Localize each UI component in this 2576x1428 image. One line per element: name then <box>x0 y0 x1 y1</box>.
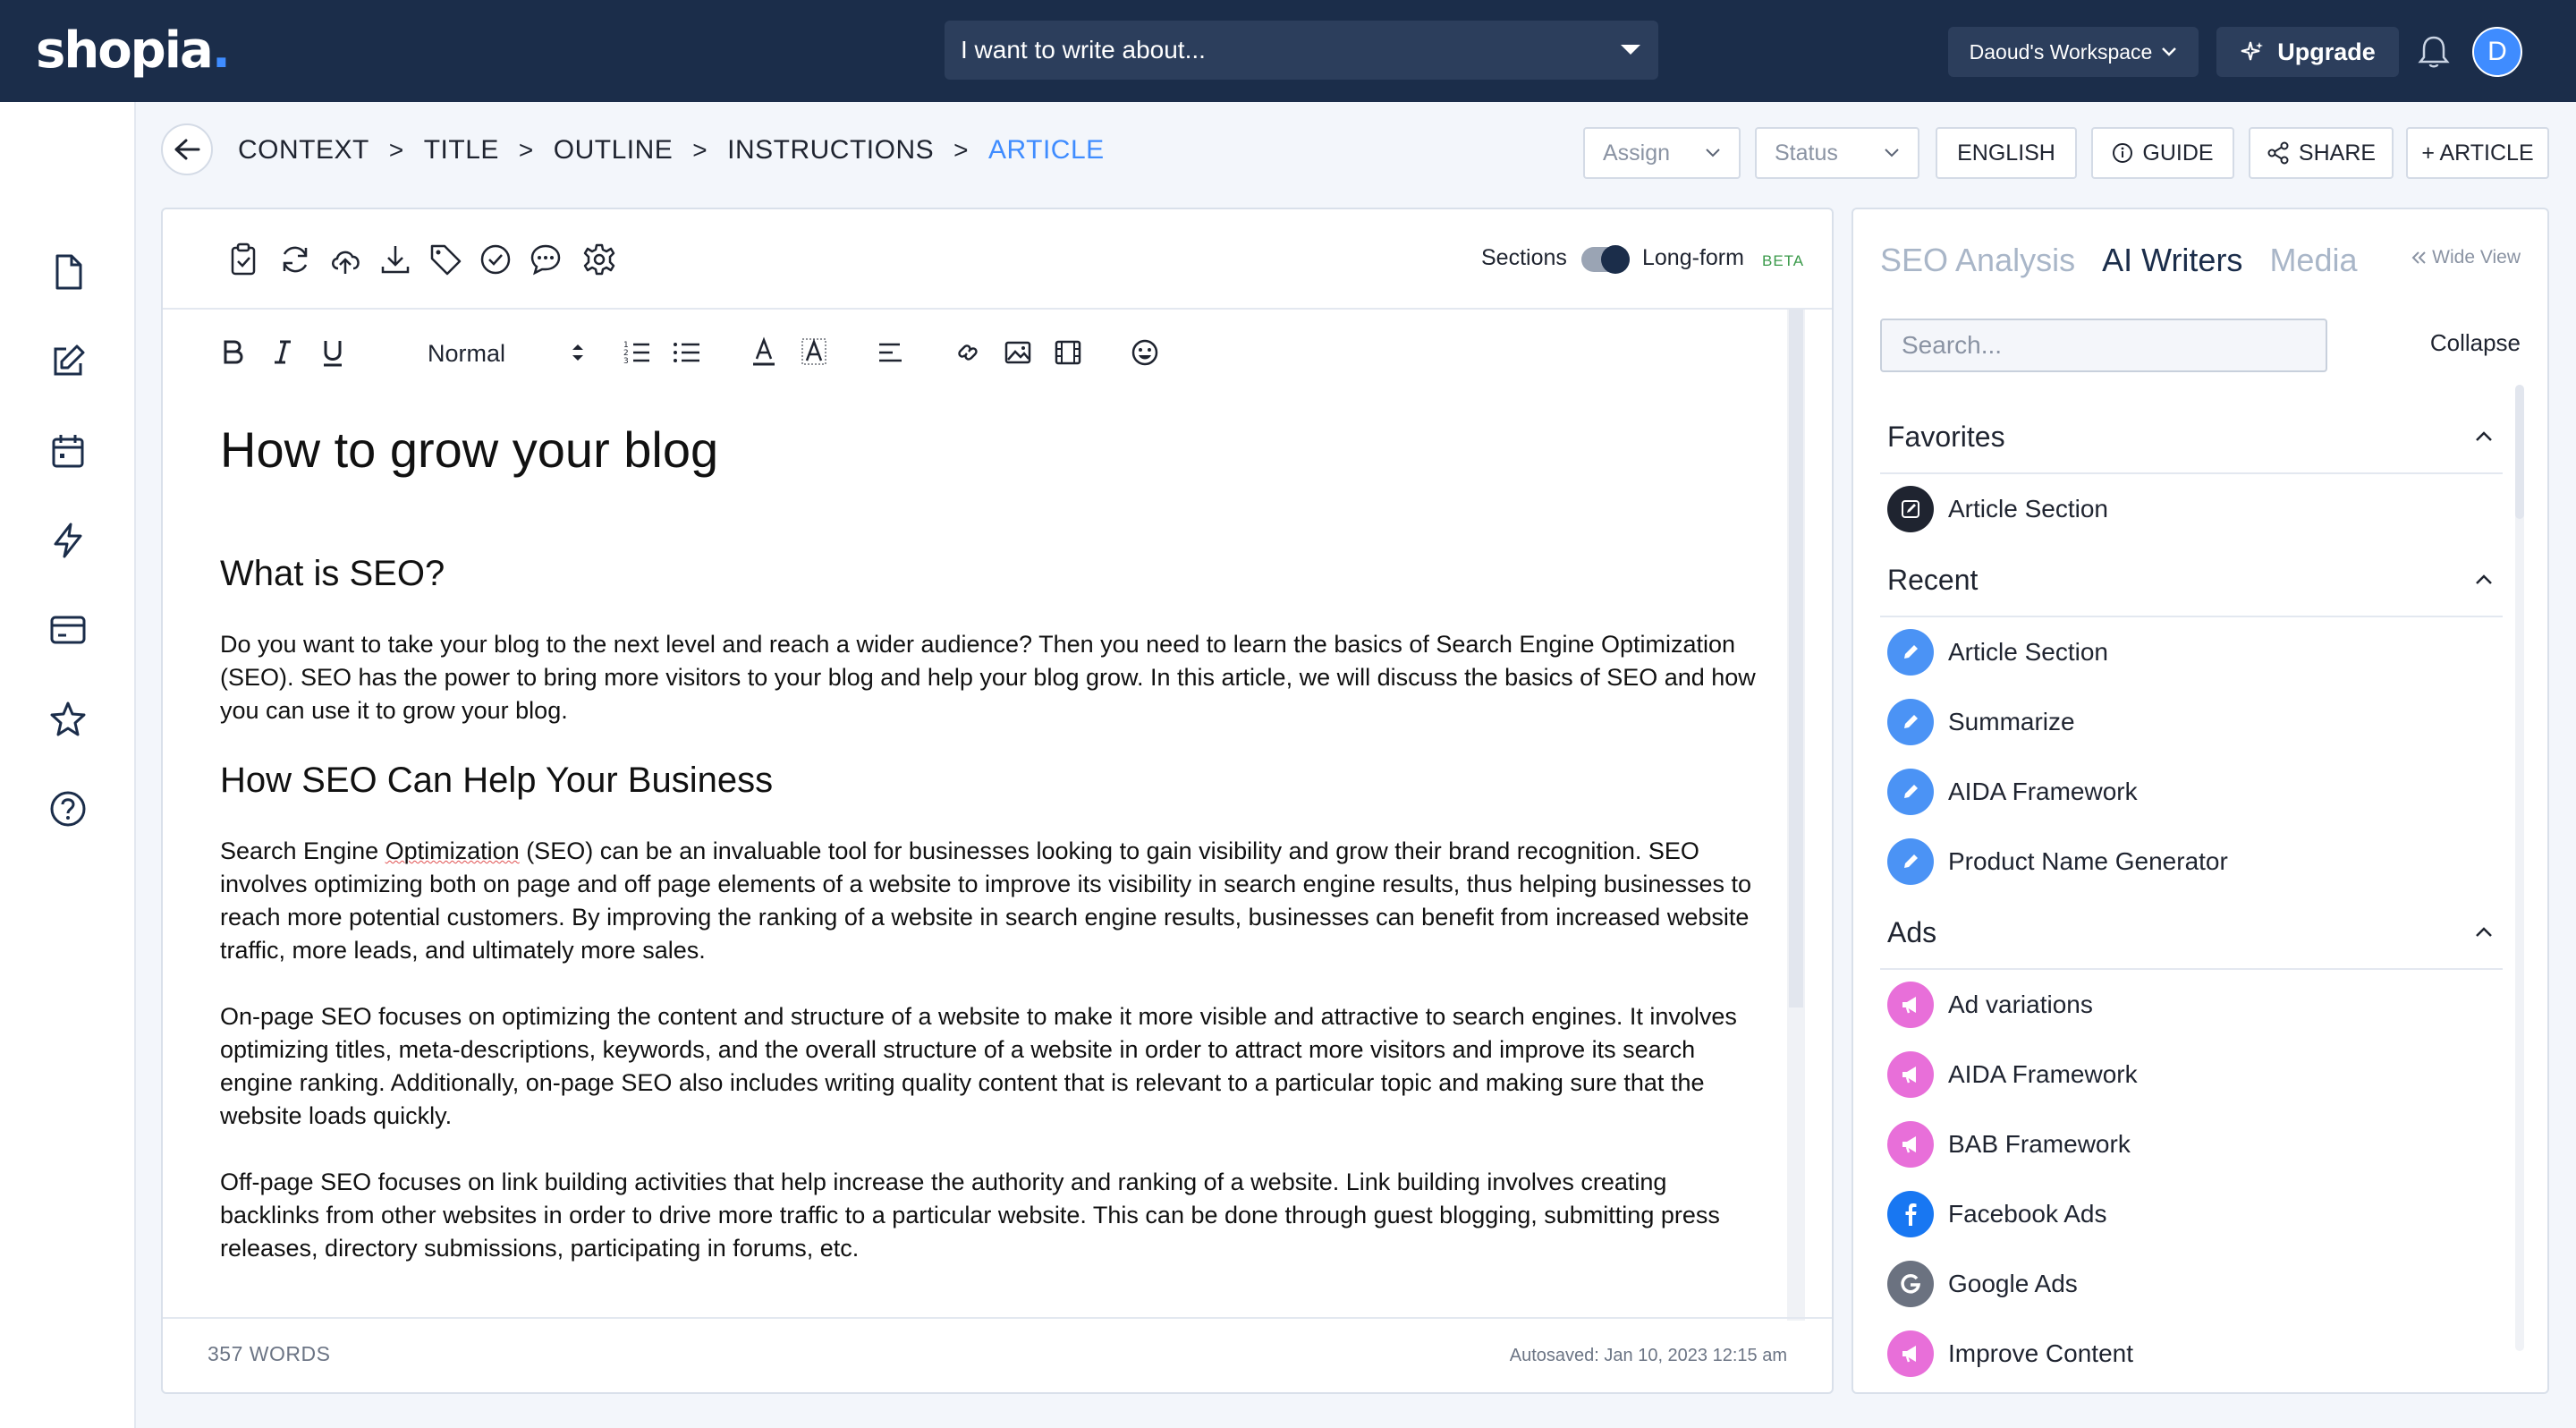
chevron-down-icon <box>2161 47 2177 57</box>
ordered-list-icon[interactable] <box>621 335 653 370</box>
guide-label: GUIDE <box>2142 140 2214 166</box>
workspace-name: Daoud's Workspace <box>1969 39 2153 64</box>
highlight-color-icon[interactable] <box>798 335 830 370</box>
refresh-icon[interactable] <box>277 242 313 277</box>
tab-ai-writers[interactable]: AI Writers <box>2102 242 2243 278</box>
pencil-icon <box>1887 486 1934 532</box>
align-left-icon[interactable] <box>875 335 907 370</box>
writer-item-label: Improve Content <box>1948 1339 2133 1367</box>
document-content[interactable] <box>220 421 1758 1315</box>
section-heading[interactable]: How SEO Can Help Your Business <box>220 761 774 800</box>
status-label: Status <box>1775 140 1838 166</box>
pencil-icon <box>1887 699 1934 745</box>
bullet-list-icon[interactable] <box>671 335 703 370</box>
avatar[interactable]: D <box>2472 27 2522 77</box>
pencil-icon <box>1887 769 1934 815</box>
arrow-left-icon <box>174 138 200 161</box>
chevron-up-icon <box>2474 430 2494 443</box>
edit-icon[interactable] <box>48 342 88 381</box>
beta-badge: BETA <box>1762 252 1805 269</box>
chevron-up-icon <box>2474 574 2494 586</box>
word-count: 357 WORDS <box>208 1342 331 1365</box>
language-label: ENGLISH <box>1957 140 2055 166</box>
logo[interactable]: shopia. <box>36 21 230 80</box>
notifications-bell-icon[interactable] <box>2417 34 2451 70</box>
wide-view-button[interactable] <box>2411 247 2521 268</box>
writer-item-label: AIDA Framework <box>1948 778 2138 805</box>
comment-icon[interactable] <box>528 242 564 277</box>
writer-item-summarize[interactable] <box>1880 687 2503 757</box>
check-circle-icon[interactable] <box>478 242 513 277</box>
writer-item-label: AIDA Framework <box>1948 1060 2138 1088</box>
writer-item-label: Facebook Ads <box>1948 1200 2107 1228</box>
writer-item-label: Article Section <box>1948 638 2108 666</box>
sparkle-icon <box>2240 39 2265 64</box>
svg-text:1: 1 <box>623 341 629 350</box>
facebook-icon <box>1887 1191 1934 1237</box>
writers-list <box>1880 401 2503 1385</box>
sections-toggle[interactable] <box>1581 247 1630 272</box>
calendar-icon[interactable] <box>48 431 88 471</box>
download-icon[interactable] <box>377 242 413 277</box>
autosave-status: Autosaved: Jan 10, 2023 12:15 am <box>1509 1346 1787 1365</box>
clipboard-icon[interactable] <box>225 242 261 277</box>
group-title: Recent <box>1887 563 1979 596</box>
misspelled-word[interactable]: Optimization <box>385 837 520 864</box>
breadcrumb-separator: > <box>953 136 969 164</box>
bold-icon[interactable] <box>216 335 249 370</box>
back-button[interactable] <box>161 123 213 175</box>
writer-item-aida-framework[interactable] <box>1880 757 2503 827</box>
upgrade-button[interactable] <box>2216 27 2399 77</box>
upload-cloud-icon[interactable] <box>327 242 363 277</box>
writer-item-improve-content[interactable] <box>1880 1319 2503 1385</box>
group-header-ads[interactable] <box>1880 897 2503 970</box>
writer-item-label: Product Name Generator <box>1948 847 2228 875</box>
editor-action-toolbar <box>163 209 1832 310</box>
writer-item-aida-framework-ads[interactable] <box>1880 1040 2503 1109</box>
settings-gear-icon[interactable] <box>581 242 617 277</box>
format-toolbar <box>163 310 1782 399</box>
help-icon[interactable] <box>48 789 88 829</box>
workspace-switcher[interactable] <box>1948 27 2199 77</box>
language-button[interactable] <box>1936 127 2077 179</box>
upgrade-label: Upgrade <box>2277 38 2376 65</box>
writer-item-article-section[interactable] <box>1880 617 2503 687</box>
tag-icon[interactable] <box>428 242 463 277</box>
card-icon[interactable] <box>48 610 88 650</box>
paragraph[interactable]: Off-page SEO focuses on link building activities that help increase the authority and ranking of a website. Link building involves creating backlinks from other websites in order to drive more traffic to a particular website. This can be done through guest blogging, submitting press releases, directory submissions, participating in forums, etc. <box>220 1169 1720 1262</box>
google-icon <box>1887 1261 1934 1307</box>
document-title[interactable]: How to grow your blog <box>220 421 719 478</box>
svg-text:3: 3 <box>623 357 629 366</box>
longform-label: Long-form <box>1642 245 1744 270</box>
paragraph[interactable]: Search Engine Optimization (SEO) can be an invaluable tool for businesses looking to gain visibility and grow their brand recognition. SEO involves optimizing both on page and off page elements of a website to improve its visibility in search engine results, thus helping businesses to reach more potential customers. By improving the ranking of a website in search engine results, businesses can benefit from increased website traffic, more leads, and ultimately more sales. <box>220 837 1751 964</box>
tab-media[interactable]: Media <box>2269 242 2358 278</box>
panel-scrollbar[interactable] <box>2515 385 2524 1351</box>
tab-seo-analysis[interactable]: SEO Analysis <box>1880 242 2076 278</box>
svg-text:2: 2 <box>623 349 629 358</box>
image-icon[interactable] <box>1002 335 1034 370</box>
breadcrumb-outline[interactable]: OUTLINE <box>553 135 674 165</box>
chevron-down-icon <box>1705 148 1721 158</box>
breadcrumb-separator: > <box>692 136 708 164</box>
megaphone-icon <box>1887 982 1934 1028</box>
breadcrumb <box>238 131 1105 170</box>
breadcrumb-title[interactable]: TITLE <box>423 135 499 165</box>
new-article-label: + ARTICLE <box>2421 140 2534 166</box>
writer-item-label: Article Section <box>1948 495 2108 523</box>
writer-item-facebook-ads[interactable] <box>1880 1179 2503 1249</box>
pencil-icon <box>1887 629 1934 676</box>
megaphone-icon <box>1887 1051 1934 1098</box>
double-chevron-left-icon <box>2411 251 2427 265</box>
writer-item-article-section[interactable] <box>1880 474 2503 544</box>
status-select[interactable] <box>1755 127 1919 179</box>
share-button[interactable] <box>2249 127 2394 179</box>
guide-button[interactable] <box>2091 127 2234 179</box>
share-label: SHARE <box>2298 140 2377 166</box>
left-rail <box>0 102 136 1428</box>
topic-select-label: I want to write about... <box>961 36 1206 64</box>
breadcrumb-separator: > <box>518 136 534 164</box>
assign-select[interactable] <box>1583 127 1741 179</box>
sections-label: Sections <box>1481 245 1567 270</box>
info-icon <box>2112 142 2133 164</box>
share-icon <box>2267 141 2290 165</box>
paragraph[interactable]: Do you want to take your blog to the next level and reach a wider audience? Then you need to learn the basics of Search Engine Optimization (SEO). SEO has the power to bring more visitors to your blog and help your blog grow. In this article, we will discuss the basics of SEO and how you can use it to grow your blog. <box>220 631 1756 724</box>
writer-item-bab-framework[interactable] <box>1880 1109 2503 1179</box>
collapse-button[interactable]: Collapse <box>2429 329 2521 356</box>
emoji-icon[interactable] <box>1129 335 1161 370</box>
video-icon[interactable] <box>1052 335 1084 370</box>
star-icon[interactable] <box>48 700 88 739</box>
panel-tabs <box>1880 242 2358 279</box>
writer-item-google-ads[interactable] <box>1880 1249 2503 1319</box>
breadcrumb-article[interactable]: ARTICLE <box>988 135 1105 165</box>
paragraph[interactable]: On-page SEO focuses on optimizing the content and structure of a website to make it more visible and attractive to search engines. It involves optimizing titles, meta-descriptions, keywords, and the overall structure of a website in order to attract more visitors and improve its search engine ranking. Additionally, on-page SEO also includes writing quality content that is relevant to a particular topic and making sure that the website loads quickly. <box>220 1003 1737 1129</box>
section-heading[interactable]: What is SEO? <box>220 554 445 593</box>
new-article-button[interactable] <box>2406 127 2549 179</box>
assign-label: Assign <box>1603 140 1671 166</box>
editor-footer <box>163 1317 1832 1392</box>
group-header-favorites[interactable] <box>1880 401 2503 474</box>
writer-item-label: BAB Framework <box>1948 1130 2131 1158</box>
writer-item-label: Ad variations <box>1948 990 2093 1018</box>
editor-scrollbar[interactable] <box>1787 310 1805 1321</box>
megaphone-icon <box>1887 1330 1934 1377</box>
writer-item-label: Summarize <box>1948 708 2075 735</box>
text-style-select[interactable]: Normal <box>428 340 506 367</box>
ai-writers-panel <box>1852 208 2549 1394</box>
text-color-icon[interactable] <box>748 335 780 370</box>
top-bar <box>0 0 2576 102</box>
lightning-icon[interactable] <box>48 521 88 560</box>
breadcrumb-context[interactable]: CONTEXT <box>238 135 369 165</box>
group-header-recent[interactable] <box>1880 544 2503 617</box>
breadcrumb-instructions[interactable]: INSTRUCTIONS <box>727 135 935 165</box>
breadcrumb-separator: > <box>388 136 404 164</box>
writer-item-label: Google Ads <box>1948 1270 2078 1297</box>
pencil-icon <box>1887 838 1934 885</box>
caret-down-icon <box>1619 43 1642 57</box>
writers-search-input[interactable]: Search... <box>1880 319 2327 372</box>
megaphone-icon <box>1887 1121 1934 1168</box>
document-icon[interactable] <box>48 252 88 292</box>
editor-card <box>161 208 1834 1394</box>
link-icon[interactable] <box>952 335 984 370</box>
group-title: Favorites <box>1887 420 2005 453</box>
italic-icon[interactable] <box>267 335 299 370</box>
underline-icon[interactable] <box>317 335 349 370</box>
writer-item-product-name-generator[interactable] <box>1880 827 2503 897</box>
select-arrows-icon[interactable] <box>562 335 594 370</box>
topic-select[interactable] <box>945 21 1658 80</box>
chevron-up-icon <box>2474 926 2494 939</box>
group-title: Ads <box>1887 915 1937 948</box>
wide-view-label: Wide View <box>2432 247 2521 268</box>
writer-item-ad-variations[interactable] <box>1880 970 2503 1040</box>
chevron-down-icon <box>1884 148 1900 158</box>
